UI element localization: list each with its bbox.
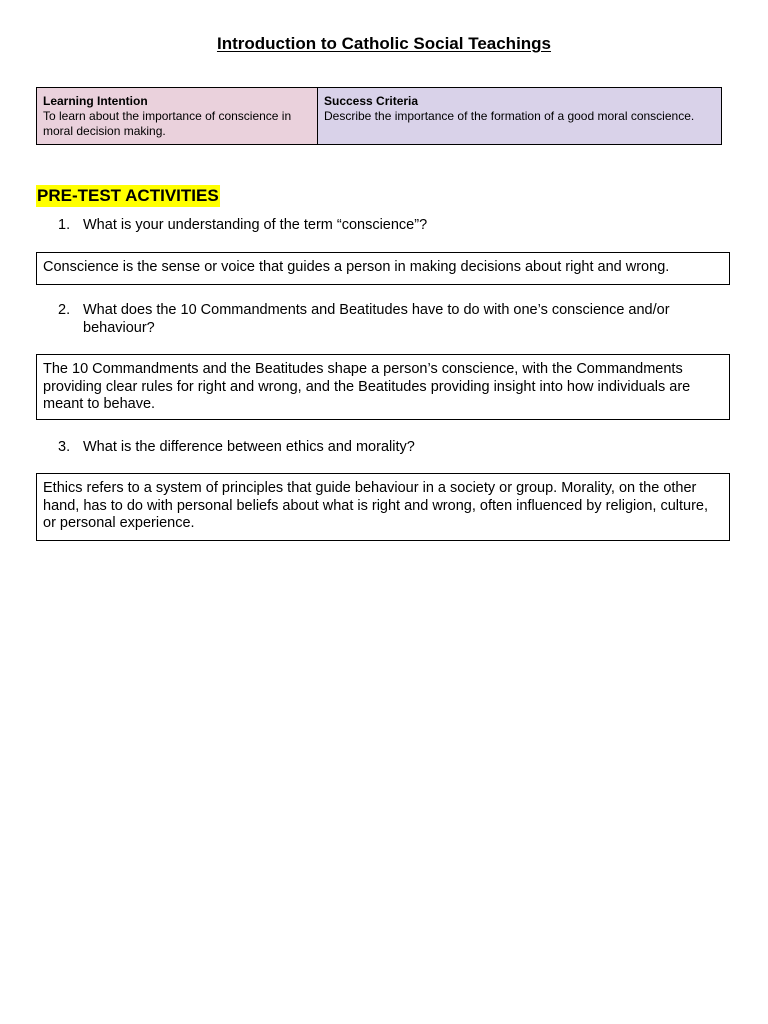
question-1-number: 1. xyxy=(58,217,71,233)
answer-1-box[interactable] xyxy=(36,252,730,285)
success-criteria-cell xyxy=(318,88,721,144)
success-criteria-text: Describe the importance of the formation of a good moral conscience. xyxy=(324,109,695,123)
answer-2-text: The 10 Commandments and the Beatitudes shape a person’s conscience, with the Commandments providing clear rules for right and wrong, and the Beatitudes providing insight into how individuals are meant to behave. xyxy=(43,361,691,412)
question-3-number: 3. xyxy=(58,439,71,455)
learning-intention-table xyxy=(36,87,722,145)
question-1 xyxy=(58,216,718,234)
question-2-number: 2. xyxy=(58,302,71,318)
learning-intention-text: To learn about the importance of conscience in moral decision making. xyxy=(43,109,292,138)
learning-intention-heading: Learning Intention xyxy=(43,94,148,108)
question-3-text: What is the difference between ethics and morality? xyxy=(83,439,415,455)
answer-1-text: Conscience is the sense or voice that guides a person in making decisions about right and wrong. xyxy=(43,259,670,275)
answer-2-box[interactable] xyxy=(36,354,730,420)
answer-3-text: Ethics refers to a system of principles that guide behaviour in a society or group. Morality, on the other hand, has to do with personal beliefs about what is right and wrong, often influenced by religion, culture, or personal experience. xyxy=(43,480,708,531)
question-1-text: What is your understanding of the term “conscience”? xyxy=(83,217,428,233)
success-criteria-heading: Success Criteria xyxy=(324,94,419,108)
question-3 xyxy=(58,438,718,456)
pretest-heading: PRE-TEST ACTIVITIES xyxy=(37,186,219,205)
document-title: Introduction to Catholic Social Teachings xyxy=(216,34,552,53)
question-2 xyxy=(58,301,718,337)
answer-3-box[interactable] xyxy=(36,473,730,541)
question-2-text: What does the 10 Commandments and Beatitudes have to do with one’s conscience and/or behaviour? xyxy=(83,302,670,336)
learning-intention-cell xyxy=(37,88,318,144)
